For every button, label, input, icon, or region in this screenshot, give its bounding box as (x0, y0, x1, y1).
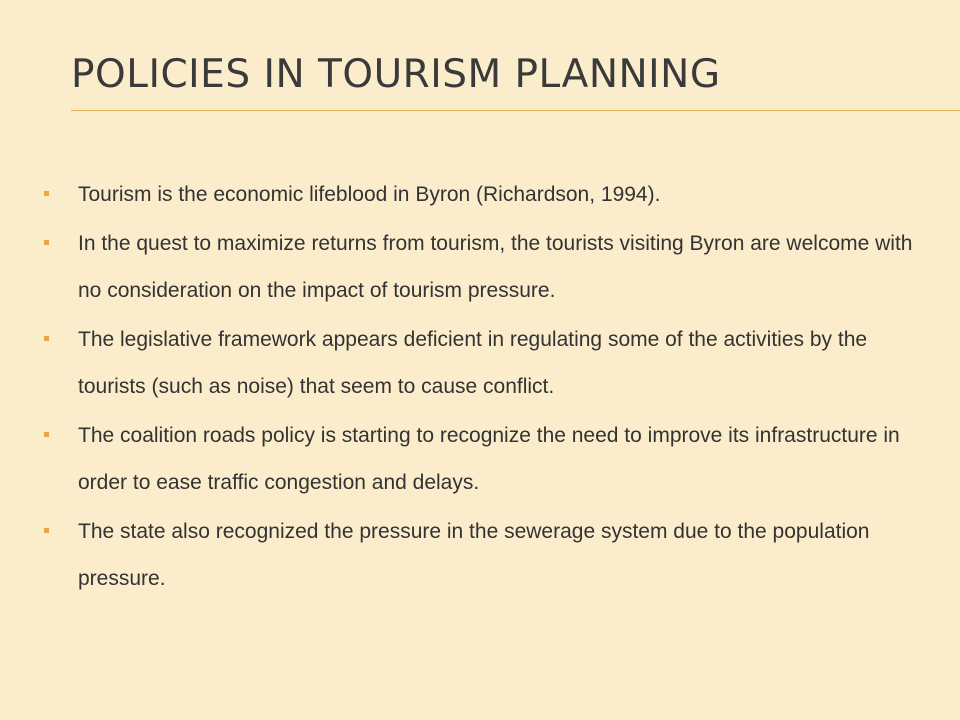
bullet-text: The coalition roads policy is starting to recognize the need to improve its infrastructure in order to ease traffic congestion and delays. (78, 424, 900, 494)
square-bullet-icon (44, 432, 49, 437)
bullet-text: The legislative framework appears deficient in regulating some of the activities by the tourists (such as noise) that seem to cause conflict. (78, 328, 868, 398)
bullet-text: The state also recognized the pressure in the sewerage system due to the population pressure. (78, 520, 870, 590)
bullet-text: Tourism is the economic lifeblood in Byron (Richardson, 1994). (78, 183, 661, 206)
square-bullet-icon (44, 191, 49, 196)
title-divider (71, 110, 960, 111)
bullet-item (40, 220, 940, 314)
square-bullet-icon (44, 336, 49, 341)
bullet-list (40, 171, 940, 604)
square-bullet-icon (44, 528, 49, 533)
slide-title: POLICIES IN TOURISM PLANNING (71, 52, 721, 97)
bullet-item (40, 412, 940, 506)
bullet-item (40, 316, 940, 410)
bullet-text: In the quest to maximize returns from tourism, the tourists visiting Byron are welcome with no consideration on the impact of tourism pressure. (78, 232, 913, 302)
square-bullet-icon (44, 240, 49, 245)
bullet-item (40, 171, 940, 218)
bullet-item (40, 508, 940, 602)
